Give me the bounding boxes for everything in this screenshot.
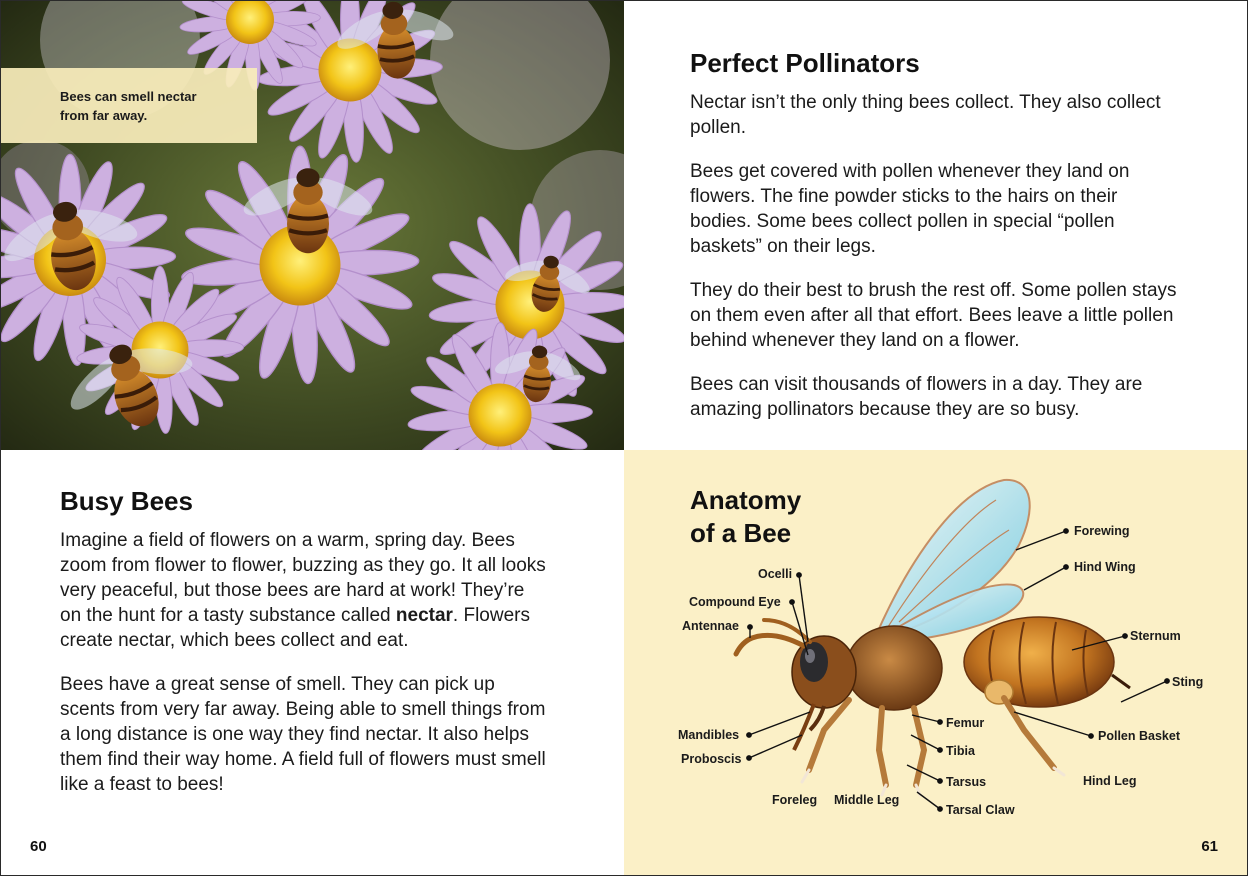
paragraph-text: Imagine a field of flowers on a warm, spring day. Bees zoom from flower to flower, buzzing as they go. It all looks very peaceful, but those bees are hard at work! They’re on the hunt for a tasty substance called	[60, 530, 546, 626]
label-tibia: Tibia	[946, 744, 975, 758]
label-femur: Femur	[946, 716, 985, 730]
bee-wings	[874, 480, 1030, 642]
label-sting: Sting	[1172, 675, 1204, 689]
label-compound-eye: Compound Eye	[689, 595, 781, 609]
bees-on-flowers-photo	[0, 0, 624, 450]
paragraph: Nectar isn’t the only thing bees collect. They also collect pollen.	[690, 92, 1161, 138]
photo-caption-box	[0, 68, 257, 143]
label-forewing: Forewing	[1074, 524, 1130, 538]
bee-legs	[809, 698, 1054, 785]
label-proboscis: Proboscis	[681, 752, 742, 766]
label-mandibles: Mandibles	[678, 728, 740, 742]
label-hind-wing: Hind Wing	[1074, 560, 1136, 574]
paragraph: Bees can visit thousands of flowers in a day. They are amazing pollinators because they are so busy.	[690, 374, 1143, 420]
label-middle-leg: Middle Leg	[834, 793, 900, 807]
label-sternum: Sternum	[1130, 629, 1181, 643]
paragraph-text: . Flowers create nectar, which bees collect and eat.	[60, 605, 530, 651]
perfect-pollinators-section	[624, 0, 1248, 450]
busy-bees-title: Busy Bees	[60, 486, 193, 516]
label-antennae: Antennae	[682, 619, 739, 633]
page-number-left: 60	[30, 838, 47, 855]
anatomy-title-line2: of a Bee	[690, 518, 792, 548]
label-tarsus: Tarsus	[946, 775, 987, 789]
paragraph: Bees get covered with pollen whenever they land on flowers. The fine powder sticks to the hairs on their bodies. Some bees collect pollen in special “pollen baskets” on their legs.	[690, 161, 1130, 257]
photo-caption: Bees can smell nectar from far away.	[60, 89, 197, 123]
perfect-pollinators-body	[690, 90, 1195, 441]
perfect-pollinators-title: Perfect Pollinators	[690, 48, 920, 78]
paragraph: They do their best to brush the rest off. Some pollen stays on them even after all that effort. Bees leave a little pollen behind whenever they land on a flower.	[690, 280, 1177, 351]
bee-anatomy-diagram	[624, 450, 1248, 876]
page-number-right: 61	[1201, 838, 1218, 855]
busy-bees-section	[0, 450, 624, 876]
label-pollen-basket: Pollen Basket	[1098, 729, 1180, 743]
antennae	[736, 635, 804, 654]
paragraph: Bees have a great sense of smell. They can pick up scents from very far away. Being able to smell things from a long distance is one way they find nectar. It also helps them find their way home. A field full of flowers must smell like a feast to bees!	[60, 674, 546, 795]
label-foreleg: Foreleg	[772, 793, 818, 807]
anatomy-section	[624, 450, 1248, 876]
label-tarsal-claw: Tarsal Claw	[946, 803, 1015, 817]
anatomy-title-line1: Anatomy	[690, 485, 802, 515]
label-ocelli: Ocelli	[758, 567, 793, 581]
paragraph	[60, 528, 550, 653]
glossary-term-nectar: nectar	[395, 605, 453, 626]
label-hind-leg: Hind Leg	[1083, 774, 1137, 788]
busy-bees-body	[60, 528, 550, 816]
bee-thorax	[846, 626, 942, 710]
